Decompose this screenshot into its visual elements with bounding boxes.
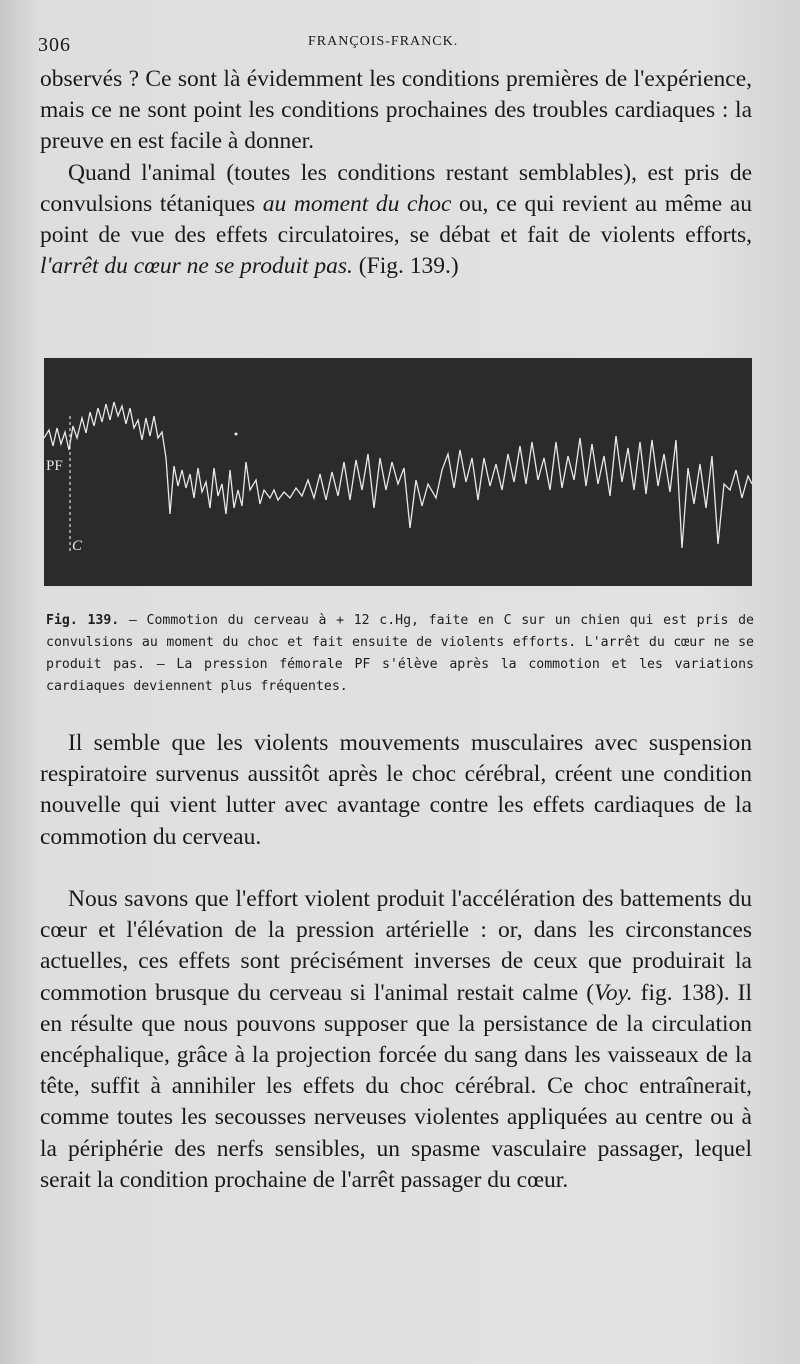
paragraph-1-second [40, 158, 752, 283]
paragraph-1-first [40, 64, 752, 158]
page-number: 306 [38, 34, 71, 56]
page-header [38, 28, 758, 58]
paragraph-3-body [40, 884, 752, 1196]
paragraph-3-text-start: Nous savons que l'effort violent produit l'accélération des battements du cœur et l'élévation de la pression artérielle : or, dans les circonstances actuelles, ces effets sont précisément inverses de ceux que produirait la commotion brusque du cerveau si l'animal restait calme ( [40, 886, 752, 1006]
emphasis-voy: Voy. [594, 979, 633, 1006]
emphasis-arret-du-coeur: l'arrêt du cœur ne se produit pas. [40, 253, 353, 280]
running-head: FRANÇOIS-FRANCK. [308, 34, 459, 49]
paragraph-1-text-b-start: Quand l'animal (toutes les conditions restant semblables), est pris de convulsions tétaniques [40, 159, 752, 217]
paragraph-3 [40, 884, 752, 1196]
femoral-pressure-trace [44, 402, 752, 548]
caption-label: Fig. 139. [46, 613, 120, 628]
label-c: C [72, 538, 83, 554]
paragraph-1-text-b-mid: ou, ce qui revient au même au point de vue des effets circulatoires, se débat et fait de violents efforts, [40, 190, 752, 249]
pressure-trace-svg [44, 358, 752, 586]
paragraph-3-text-end: fig. 138). Il en résulte que nous pouvons supposer que la persistance de la circulation encéphalique, grâce à la projection forcée du sang dans les vaisseaux de la tête, suffit à annihiler les effets du choc cérébral. Ce choc entraînerait, comme toutes les secousses nerveuses violentes appliquées au centre ou à la périphérie des nerfs sensibles, un spasme vasculaire passager, lequel serait la condition prochaine de l'arrêt passager du cœur. [40, 979, 752, 1193]
paragraph-2-text: Il semble que les violents mouvements musculaires avec suspension respiratoire survenus aussitôt après le choc cérébral, créent une condition nouvelle qui vient lutter avec avantage contre les effets cardiaques de la commotion du cerveau. [40, 730, 752, 850]
trace-dot [235, 433, 238, 436]
emphasis-au-moment-du-choc: au moment du choc [262, 190, 452, 217]
caption-text: — Commotion du cerveau à + 12 c.Hg, faite en C sur un chien qui est pris de convulsions au moment du choc et fait ensuite de violents efforts. L'arrêt du cœur ne se produit pas. — La pression fémorale PF s'élève après la commotion et les variations cardiaques deviennent plus fréquentes. [46, 613, 754, 694]
paragraph-2 [40, 728, 752, 853]
label-pf: PF [46, 458, 63, 474]
figure-caption [46, 610, 754, 698]
figure-139-tracing [44, 358, 752, 586]
paragraph-1 [40, 64, 752, 282]
paragraph-1-text-b-end: (Fig. 139.) [352, 253, 459, 280]
paragraph-1-text-a: observés ? Ce sont là évidemment les conditions premières de l'expérience, mais ce ne sont point les conditions prochaines des troubles cardiaques : la preuve en est facile à donner. [40, 66, 752, 155]
